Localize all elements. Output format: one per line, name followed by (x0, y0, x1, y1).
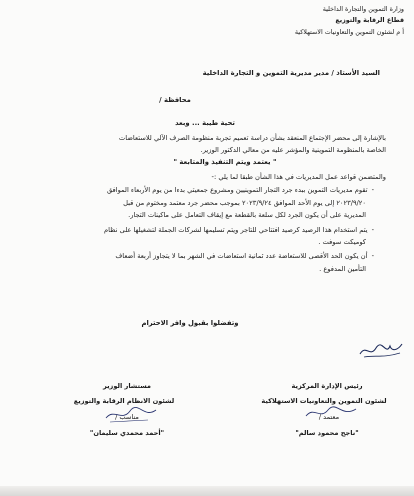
addressee: السيد الأستاذ / مدير مديرية التموين و التجارة الداخلية (202, 69, 380, 77)
rule-3-line-1: - أن يكون الحد الأقصى للاستعاضة عدد ثمانية استعاضات في الشهر بما لا يتجاوز أربعة أضعاف (22, 253, 374, 260)
rule-2-line-1: - يتم استخدام هذا الرصيد كرصيد افتتاحي للتاجر ويتم تسليمها لشركات الجملة لتشغيلها على نظام (22, 227, 374, 234)
intro-line-1: بالإشارة إلى محضر الإجتماع المنعقد بشأن دراسة تعميم تجربة منظومة الصرف الآلي للاستعاضات (118, 134, 386, 142)
ministry-line-3: أ م لشئون التموين والتعاونيات الاستهلاكية (294, 28, 404, 36)
stamp-signature-right-icon (302, 404, 362, 424)
rule-2-line-2: كوميكت سوفت . (318, 238, 366, 246)
rule-3-line-2: التأمين المدفوع . (319, 265, 366, 273)
rules-intro: والمتضمن قواعد عمل المديريات في هذا الشأن طبقا لما يلي :- (211, 173, 386, 181)
sig-left-title-2: لشئون الانظام الرقابة والتوزيع (73, 397, 175, 405)
page-bottom-edge (0, 486, 414, 496)
governorate: محافظة / (159, 96, 191, 104)
rule-1-line-3: المديرية على أن يكون الجرد لكل سلعة بالقطعة مع إيقاف التعامل على ماكينات التجار. (128, 211, 366, 219)
directive-text: " يعتمد ويتم التنفيذ والمتابعة " (173, 158, 277, 166)
intro-line-2: الخاصة بالمنظومة التموينية والمؤشر عليه من معالي الدكتور الوزير. (200, 146, 386, 154)
ministry-line-2: قطاع الرقابة والتوزيع (335, 16, 404, 24)
handwritten-signature-icon (356, 340, 406, 362)
rule-1-line-1: - تقوم مديريات التموين ببدء جرد التجار التموينيين ومشروع جمعيتي بدءا من يوم الأربعاء الموافق (22, 187, 374, 194)
sig-left-title-1: مستشار الوزير (102, 382, 151, 390)
sig-right-title-1: رئيس الإدارة المركزية (291, 382, 363, 390)
sig-left-name: "أحمد محمدي سليمان" (89, 429, 165, 437)
closing-text: وتفضلوا بقبول وافر الاحترام (141, 319, 239, 327)
sig-right-name: "ناجح محمود سالم" (295, 429, 359, 437)
sig-right-role: معتمد / (318, 413, 340, 421)
rule-1-line-2: ٢٠٢٣/٩/٢٠ إلى يوم الأحد الموافق ٢٠٢٣/٩/٢٤ بموجب محضر جرد معتمد ومختوم من قبل (123, 199, 366, 207)
greeting: تحية طيبة ... وبعد (175, 119, 235, 127)
ministry-line-1: وزارة التموين والتجارة الداخلية (322, 5, 404, 13)
sig-right-title-2: لشئون التموين والتعاونيات الاستهلاكية (261, 397, 387, 405)
stamp-signature-left-icon (100, 404, 160, 426)
sig-left-role: مناسب / (115, 413, 139, 421)
